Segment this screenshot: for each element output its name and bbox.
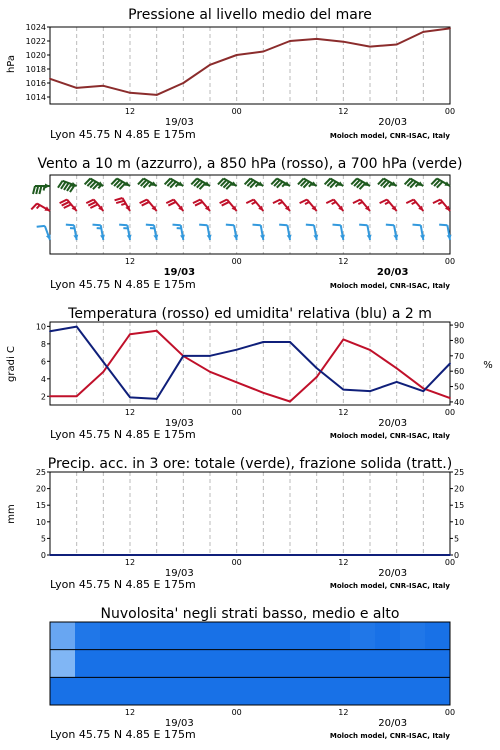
precipitation-line-point xyxy=(209,554,211,556)
wind-x-tick-label: 00 xyxy=(231,257,242,266)
pressure-line-point xyxy=(449,28,451,30)
wind-barb-700hPa xyxy=(378,179,397,188)
cloud-cell-alto xyxy=(375,622,401,650)
pressure-line-point xyxy=(209,64,211,66)
wind-barb-850hPa xyxy=(326,200,343,211)
humidity-line-point xyxy=(342,389,344,391)
wind-barb-half-feather xyxy=(305,202,309,204)
precipitation-line-point xyxy=(76,554,78,556)
temperature-x-tick-label: 00 xyxy=(231,408,242,417)
wind-barbs xyxy=(31,179,451,241)
wind-barb-700hPa xyxy=(191,179,210,190)
wind-date-label: 19/03 xyxy=(163,267,196,278)
wind-barb-half-feather xyxy=(44,186,45,191)
wind-barb-700hPa xyxy=(218,179,237,190)
precipitation-location: Lyon 45.75 N 4.85 E 175m xyxy=(50,578,196,591)
wind-barb-feather xyxy=(66,225,74,226)
pressure-y-tick-label: 1014 xyxy=(25,93,46,102)
cloud-cell-medio xyxy=(225,650,251,678)
wind-barb-700hPa xyxy=(33,184,50,195)
wind-barb-feather xyxy=(359,225,367,226)
wind-barb-700hPa xyxy=(58,181,77,192)
wind-barb-850hPa xyxy=(115,198,130,211)
temperature-line-point xyxy=(369,349,371,351)
precipitation-line-point xyxy=(182,554,184,556)
cloud-cell-alto xyxy=(100,622,126,650)
wind-barb-feather xyxy=(279,225,287,226)
wind-barb-feather xyxy=(36,186,38,194)
wind-barb-850hPa xyxy=(433,200,450,211)
cloud-cell-medio xyxy=(75,650,101,678)
temperature-line-point xyxy=(396,367,398,369)
temperature-date-label: 19/03 xyxy=(164,418,194,429)
wind-barb-700hPa xyxy=(325,179,344,188)
temperature-y-tick-label: 10 xyxy=(35,322,46,332)
cloud-cell-medio xyxy=(150,650,176,678)
cloud-cell-alto xyxy=(175,622,201,650)
wind-barb-700hPa xyxy=(431,179,450,188)
pressure-date-label: 19/03 xyxy=(164,117,194,128)
humidity-line-point xyxy=(76,326,78,328)
wind-barb-feather xyxy=(119,225,127,226)
wind-barb-feather xyxy=(226,225,234,226)
cloud-cell-alto xyxy=(200,622,226,650)
wind-date-label: 20/03 xyxy=(376,267,409,278)
precipitation-line-point xyxy=(396,554,398,556)
temperature-humidity-series xyxy=(49,326,451,403)
precipitation-right-y-tick-label: 0 xyxy=(454,551,460,560)
humidity-line-point xyxy=(49,330,51,332)
wind-barb-850hPa xyxy=(140,200,157,211)
humidity-y-tick-label: 50 xyxy=(454,382,465,392)
wind-barb-850hPa xyxy=(31,204,50,212)
wind-barb-850hPa xyxy=(380,200,397,211)
cloud-cell-basso xyxy=(75,677,101,705)
wind-barb-half-feather xyxy=(256,183,259,186)
cloud-cell-alto xyxy=(75,622,101,650)
cloud-date-label: 19/03 xyxy=(164,718,194,729)
cloud-cell-alto xyxy=(150,622,176,650)
cloud-cell-medio xyxy=(125,650,151,678)
wind-barb-feather xyxy=(31,204,37,210)
wind-barb-feather xyxy=(33,186,35,194)
precipitation-right-y-tick-label: 5 xyxy=(454,534,460,544)
temperature-x-tick-label: 00 xyxy=(444,408,456,417)
pressure-line-point xyxy=(396,44,398,46)
humidity-line-point xyxy=(209,355,211,357)
precipitation-line-point xyxy=(342,554,344,556)
temperature-line-point xyxy=(342,339,344,341)
pressure-line-point xyxy=(156,94,158,96)
cloud-x-tick-label: 12 xyxy=(338,708,349,717)
pressure-plot-area xyxy=(26,23,455,128)
precipitation-y-tick-label: 25 xyxy=(35,468,46,477)
humidity-line-point xyxy=(449,363,451,365)
cloud-cell-basso xyxy=(200,677,226,705)
wind-barb-850hPa xyxy=(353,200,370,211)
wind-barb-feather xyxy=(39,186,41,194)
cloud-x-tick-label: 00 xyxy=(231,708,242,717)
precipitation-line-point xyxy=(316,554,318,556)
precipitation-line-point xyxy=(422,554,424,556)
pressure-line-point xyxy=(236,54,238,56)
wind-barb-feather xyxy=(115,198,123,200)
pressure-title: Pressione al livello medio del mare xyxy=(128,7,372,23)
wind-barb-850hPa xyxy=(246,200,263,211)
humidity-line-point xyxy=(289,341,291,343)
wind-barb-head xyxy=(45,184,50,189)
wind-barb-700hPa xyxy=(138,179,157,188)
cloud-cell-basso xyxy=(50,677,76,705)
cloud-cell-medio xyxy=(100,650,126,678)
pressure-y-tick-label: 1018 xyxy=(25,65,46,74)
cloud-title: Nuvolosita' negli strati basso, medio e alto xyxy=(100,606,400,622)
temperature-line-point xyxy=(316,376,318,378)
cloud-cell-medio xyxy=(200,650,226,678)
wind-barb-feather xyxy=(306,225,314,226)
wind-barb-feather xyxy=(116,201,124,203)
precipitation-y-tick-label: 5 xyxy=(40,534,46,544)
humidity-y-tick-label: 90 xyxy=(454,321,465,331)
precipitation-ylabel: mm xyxy=(6,504,17,524)
temperature-line-point xyxy=(156,330,158,332)
temperature-line-point xyxy=(209,371,211,373)
temperature-line-point xyxy=(262,392,264,394)
wind-barb-feather xyxy=(386,225,394,226)
cloud-cell-basso xyxy=(250,677,276,705)
precipitation-line-point xyxy=(262,554,264,556)
precipitation-y-tick-label: 15 xyxy=(35,501,46,511)
temperature-location: Lyon 45.75 N 4.85 E 175m xyxy=(50,428,196,441)
pressure-line xyxy=(50,28,450,95)
temperature-line-point xyxy=(236,381,238,383)
humidity-y-tick-label: 60 xyxy=(454,367,465,377)
wind-barb-700hPa xyxy=(298,179,317,188)
cloud-cell-alto xyxy=(225,622,251,650)
pressure-line-point xyxy=(49,78,51,80)
cloud-cell-alto xyxy=(400,622,426,650)
temperature-y-tick-label: 6 xyxy=(40,357,46,367)
wind-x-tick-label: 12 xyxy=(124,257,136,266)
cloud-date-label: 20/03 xyxy=(378,718,408,729)
temperature-y-tick-label: 4 xyxy=(40,374,46,384)
wind-barb-half-feather xyxy=(282,183,285,186)
wind-barb-half-feather xyxy=(332,202,336,204)
cloud-cell-medio xyxy=(175,650,201,678)
wind-barb-feather xyxy=(199,225,207,226)
wind-barb-700hPa xyxy=(245,179,264,188)
temperature-line-point xyxy=(49,395,51,397)
pressure-y-tick-label: 1022 xyxy=(25,37,46,46)
wind-barb-half-feather xyxy=(149,183,152,186)
precipitation-line-point xyxy=(236,554,238,556)
temperature-date-label: 20/03 xyxy=(378,418,408,429)
cloud-x-tick-label: 00 xyxy=(444,708,456,717)
wind-barb-feather xyxy=(253,225,261,226)
precipitation-right-y-tick-label: 10 xyxy=(454,517,465,527)
precipitation-y-tick-label: 0 xyxy=(40,551,46,560)
wind-barb-850hPa xyxy=(86,200,103,211)
wind-barb-half-feather xyxy=(412,202,416,204)
cloud-cell-alto xyxy=(250,622,276,650)
pressure-border xyxy=(50,27,450,104)
pressure-line-point xyxy=(102,85,104,87)
pressure-x-tick-label: 12 xyxy=(124,107,136,116)
precipitation-line-point xyxy=(289,554,291,556)
pressure-line-point xyxy=(289,40,291,42)
pressure-y-tick-label: 1016 xyxy=(25,79,46,88)
cloud-cell-basso xyxy=(100,677,126,705)
humidity-y-tick-label: 80 xyxy=(454,336,465,346)
cloud-cell-medio xyxy=(50,650,76,678)
pressure-line-point xyxy=(262,51,264,53)
pressure-line-point xyxy=(129,92,131,94)
wind-barb-half-feather xyxy=(389,183,392,186)
pressure-x-tick-label: 00 xyxy=(444,107,456,116)
cloud-credit: Moloch model, CNR-ISAC, Italy xyxy=(329,732,450,740)
cloud-cell-basso xyxy=(175,677,201,705)
temperature-line-point xyxy=(129,333,131,335)
cloud-location: Lyon 45.75 N 4.85 E 175m xyxy=(50,728,196,741)
pressure-line-point xyxy=(316,38,318,40)
cloud-cell-basso xyxy=(125,677,151,705)
wind-barb-850hPa xyxy=(300,200,317,211)
temperature-ylabel: gradi C xyxy=(6,346,17,382)
pressure-location: Lyon 45.75 N 4.85 E 175m xyxy=(50,128,196,141)
wind-barb-10m xyxy=(37,226,51,240)
pressure-line-point xyxy=(182,82,184,84)
precipitation-line-point xyxy=(156,554,158,556)
cloud-cell-alto xyxy=(125,622,151,650)
pressure-line-point xyxy=(369,46,371,48)
temperature-title: Temperatura (rosso) ed umidita' relativa (blu) a 2 m xyxy=(68,306,432,322)
wind-barb-feather xyxy=(93,225,101,226)
cloud-cell-basso xyxy=(425,677,451,705)
wind-title: Vento a 10 m (azzurro), a 850 hPa (rosso), a 700 hPa (verde) xyxy=(37,156,463,172)
pressure-x-tick-label: 12 xyxy=(338,107,349,116)
precipitation-date-label: 19/03 xyxy=(164,568,194,579)
cloud-cell-basso xyxy=(400,677,426,705)
precipitation-right-y-tick-label: 25 xyxy=(454,468,465,477)
wind-barb-half-feather xyxy=(121,204,125,205)
cloud-cell-basso xyxy=(325,677,351,705)
precipitation-series xyxy=(49,554,451,556)
wind-barb-feather xyxy=(333,225,341,226)
precipitation-border xyxy=(50,472,450,555)
pressure-line-point xyxy=(342,41,344,43)
wind-barb-700hPa xyxy=(271,179,290,188)
cloud-cell-medio xyxy=(400,650,426,678)
temperature-y-tick-label: 2 xyxy=(40,392,46,402)
pressure-line-point xyxy=(422,31,424,33)
wind-barb-700hPa xyxy=(111,179,130,190)
pressure-y-tick-label: 1020 xyxy=(25,51,46,60)
temperature-line-point xyxy=(422,388,424,390)
temperature-line-point xyxy=(449,397,451,399)
precipitation-x-tick-label: 00 xyxy=(444,558,456,567)
wind-barb-700hPa xyxy=(165,179,184,188)
humidity-line-point xyxy=(129,396,131,398)
wind-barb-850hPa xyxy=(273,200,290,211)
temperature-x-tick-label: 12 xyxy=(338,408,349,417)
cloud-cell-basso xyxy=(375,677,401,705)
wind-barb-850hPa xyxy=(193,200,210,211)
wind-barb-half-feather xyxy=(336,183,339,186)
pressure-y-tick-label: 1024 xyxy=(25,23,46,32)
wind-x-tick-label: 12 xyxy=(338,257,349,266)
wind-credit: Moloch model, CNR-ISAC, Italy xyxy=(329,282,450,290)
wind-barb-half-feather xyxy=(416,183,419,186)
cloud-cell-alto xyxy=(350,622,376,650)
wind-barb-feather xyxy=(439,225,447,226)
wind-barb-850hPa xyxy=(406,200,423,211)
temperature-line-point xyxy=(102,371,104,373)
cloud-cell-medio xyxy=(250,650,276,678)
temperature-line-point xyxy=(76,395,78,397)
pressure-credit: Moloch model, CNR-ISAC, Italy xyxy=(329,132,450,140)
wind-barb-700hPa xyxy=(351,179,370,190)
precipitation-line-point xyxy=(129,554,131,556)
cloud-cell-alto xyxy=(300,622,326,650)
wind-barb-half-feather xyxy=(37,205,40,208)
wind-barb-850hPa xyxy=(220,200,237,211)
humidity-line-point xyxy=(182,355,184,357)
precipitation-line-point xyxy=(449,554,451,556)
cloud-cell-medio xyxy=(300,650,326,678)
cloud-cell-basso xyxy=(300,677,326,705)
humidity-line-point xyxy=(262,341,264,343)
humidity-line-point xyxy=(422,390,424,392)
precipitation-x-tick-label: 00 xyxy=(231,558,242,567)
wind-barb-700hPa xyxy=(85,179,104,190)
wind-barb-700hPa xyxy=(405,179,424,188)
precipitation-y-tick-label: 10 xyxy=(35,517,46,527)
wind-barb-half-feather xyxy=(176,183,179,186)
pressure-date-label: 20/03 xyxy=(378,117,408,128)
pressure-ylabel: hPa xyxy=(6,54,17,74)
wind-x-tick-label: 00 xyxy=(444,257,456,266)
cloud-cell-medio xyxy=(325,650,351,678)
cloud-cell-alto xyxy=(325,622,351,650)
cloud-cell-alto xyxy=(275,622,301,650)
precipitation-x-tick-label: 12 xyxy=(124,558,136,567)
humidity-line-point xyxy=(316,367,318,369)
cloud-cell-basso xyxy=(350,677,376,705)
precipitation-right-y-tick-label: 20 xyxy=(454,484,465,494)
wind-barb-half-feather xyxy=(385,202,389,204)
precipitation-title: Precip. acc. in 3 ore: totale (verde), frazione solida (tratt.) xyxy=(47,456,453,472)
wind-barb-850hPa xyxy=(166,200,183,211)
precipitation-x-tick-label: 12 xyxy=(338,558,349,567)
wind-barb-half-feather xyxy=(278,202,282,204)
wind-barb-half-feather xyxy=(358,202,362,204)
cloud-cell-alto xyxy=(50,622,76,650)
humidity-line-point xyxy=(369,390,371,392)
wind-barb-feather xyxy=(37,226,45,227)
precipitation-credit: Moloch model, CNR-ISAC, Italy xyxy=(329,582,450,590)
precipitation-date-label: 20/03 xyxy=(378,568,408,579)
cloud-cell-medio xyxy=(275,650,301,678)
wind-barb-half-feather xyxy=(309,183,312,186)
cloud-cell-basso xyxy=(275,677,301,705)
temperature-x-tick-label: 12 xyxy=(124,408,136,417)
precipitation-y-tick-label: 20 xyxy=(35,484,46,494)
wind-barb-half-feather xyxy=(438,202,442,204)
humidity-line-point xyxy=(156,398,158,400)
cloud-cell-medio xyxy=(425,650,451,678)
cloud-cell-alto xyxy=(425,622,451,650)
humidity-ylabel: % xyxy=(483,360,493,371)
cloud-cell-medio xyxy=(375,650,401,678)
wind-barb-feather xyxy=(146,225,154,226)
temperature-y-tick-label: 8 xyxy=(40,339,46,349)
temperature-credit: Moloch model, CNR-ISAC, Italy xyxy=(329,432,450,440)
humidity-line-point xyxy=(236,349,238,351)
precipitation-plot-area xyxy=(36,468,464,579)
temperature-line-point xyxy=(289,401,291,403)
cloud-heatmap xyxy=(50,622,451,706)
humidity-y-tick-label: 70 xyxy=(454,351,465,361)
humidity-y-tick-label: 40 xyxy=(454,397,465,407)
wind-location: Lyon 45.75 N 4.85 E 175m xyxy=(50,278,196,291)
temperature-line xyxy=(50,331,450,402)
wind-barb-feather xyxy=(173,225,181,226)
cloud-x-tick-label: 12 xyxy=(124,708,136,717)
wind-barb-feather xyxy=(413,225,421,226)
cloud-cell-medio xyxy=(350,650,376,678)
pressure-line-point xyxy=(76,87,78,89)
humidity-line-point xyxy=(102,361,104,363)
precipitation-line-point xyxy=(49,554,51,556)
cloud-cell-basso xyxy=(150,677,176,705)
pressure-x-tick-label: 00 xyxy=(231,107,242,116)
precipitation-line-point xyxy=(369,554,371,556)
precipitation-line-point xyxy=(102,554,104,556)
cloud-cell-basso xyxy=(225,677,251,705)
precipitation-right-y-tick-label: 15 xyxy=(454,501,465,511)
pressure-series xyxy=(49,28,451,96)
humidity-line-point xyxy=(396,381,398,383)
wind-barb-half-feather xyxy=(252,202,256,204)
wind-barb-850hPa xyxy=(60,200,77,211)
